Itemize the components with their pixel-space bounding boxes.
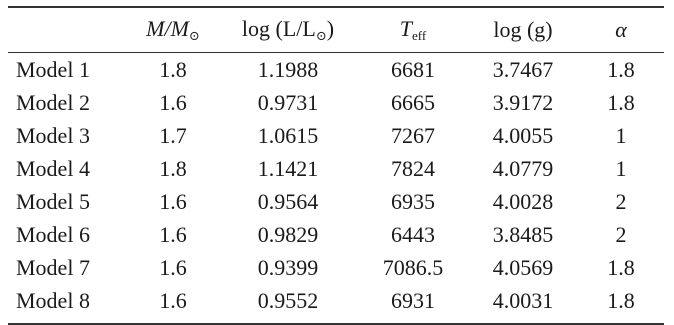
cell-log-g: 4.0055: [492, 122, 554, 148]
cell-alpha: 1.8: [607, 254, 635, 280]
models-table-body: [8, 53, 664, 317]
cell-log-g: 4.0779: [492, 155, 554, 181]
cell-log-g: 3.8485: [492, 221, 554, 247]
cell-log-luminosity: 0.9399: [257, 254, 319, 280]
table-row: [8, 251, 664, 284]
cell-model: Model 7: [16, 254, 90, 280]
cell-mass: 1.6: [159, 287, 187, 313]
cell-log-luminosity: 1.0615: [257, 122, 319, 148]
table-row: [8, 53, 664, 86]
header-lum-pre: log (L/L: [241, 16, 316, 41]
header-teff-sub: eff: [412, 28, 427, 43]
cell-log-luminosity: 1.1988: [257, 56, 319, 82]
cell-log-luminosity: 1.1421: [257, 155, 319, 181]
cell-mass: 1.8: [159, 155, 187, 181]
cell-alpha: 1.8: [607, 287, 635, 313]
cell-log-luminosity: 0.9731: [257, 89, 319, 115]
table-header: [8, 8, 664, 52]
table-row: [8, 218, 664, 251]
cell-teff: 7086.5: [382, 254, 444, 280]
cell-teff: 7824: [391, 155, 435, 181]
header-lum-sub: ⊙: [315, 28, 327, 43]
cell-log-luminosity: 0.9552: [257, 287, 319, 313]
cell-model: Model 5: [16, 188, 90, 214]
cell-log-g: 4.0031: [492, 287, 554, 313]
cell-alpha: 1.8: [607, 56, 635, 82]
cell-teff: 6443: [391, 221, 435, 247]
header-teff-main: T: [399, 16, 413, 41]
cell-model: Model 1: [16, 56, 90, 82]
header-teff: [358, 8, 468, 52]
cell-alpha: 2: [615, 221, 627, 247]
header-alpha: [578, 8, 664, 52]
cell-teff: 6665: [391, 89, 435, 115]
cell-alpha: 1.8: [607, 89, 635, 115]
table-row: [8, 86, 664, 119]
header-luminosity: [218, 8, 358, 52]
header-row: [8, 8, 664, 52]
header-logg: log (g): [493, 17, 553, 42]
cell-model: Model 6: [16, 221, 90, 247]
cell-alpha: 2: [615, 188, 627, 214]
cell-alpha: 1: [615, 122, 627, 148]
cell-model: Model 2: [16, 89, 90, 115]
cell-teff: 6681: [391, 56, 435, 82]
models-table: [8, 8, 664, 52]
cell-log-luminosity: 0.9564: [257, 188, 319, 214]
cell-log-g: 3.7467: [492, 56, 554, 82]
cell-log-g: 3.9172: [492, 89, 554, 115]
cell-model: Model 4: [16, 155, 90, 181]
cell-teff: 6931: [391, 287, 435, 313]
table-row: [8, 284, 664, 317]
cell-alpha: 1: [615, 155, 627, 181]
cell-mass: 1.6: [159, 254, 187, 280]
cell-mass: 1.7: [159, 122, 187, 148]
cell-mass: 1.6: [159, 221, 187, 247]
cell-teff: 6935: [391, 188, 435, 214]
header-alpha-symbol: α: [615, 17, 627, 42]
table-row: [8, 119, 664, 152]
table-body: [8, 53, 664, 317]
cell-log-luminosity: 0.9829: [257, 221, 319, 247]
header-mass-main: M/M: [146, 16, 189, 41]
table-row: [8, 185, 664, 218]
header-mass: [128, 8, 218, 52]
cell-teff: 7267: [391, 122, 435, 148]
header-mass-sub: ⊙: [188, 28, 200, 43]
stellar-models-table: [8, 0, 664, 325]
cell-log-g: 4.0569: [492, 254, 554, 280]
cell-model: Model 8: [16, 287, 90, 313]
cell-mass: 1.8: [159, 56, 187, 82]
table-row: [8, 152, 664, 185]
cell-model: Model 3: [16, 122, 90, 148]
header-model: [8, 8, 128, 52]
cell-mass: 1.6: [159, 89, 187, 115]
header-lum-post: ): [326, 16, 335, 41]
cell-mass: 1.6: [159, 188, 187, 214]
cell-log-g: 4.0028: [492, 188, 554, 214]
